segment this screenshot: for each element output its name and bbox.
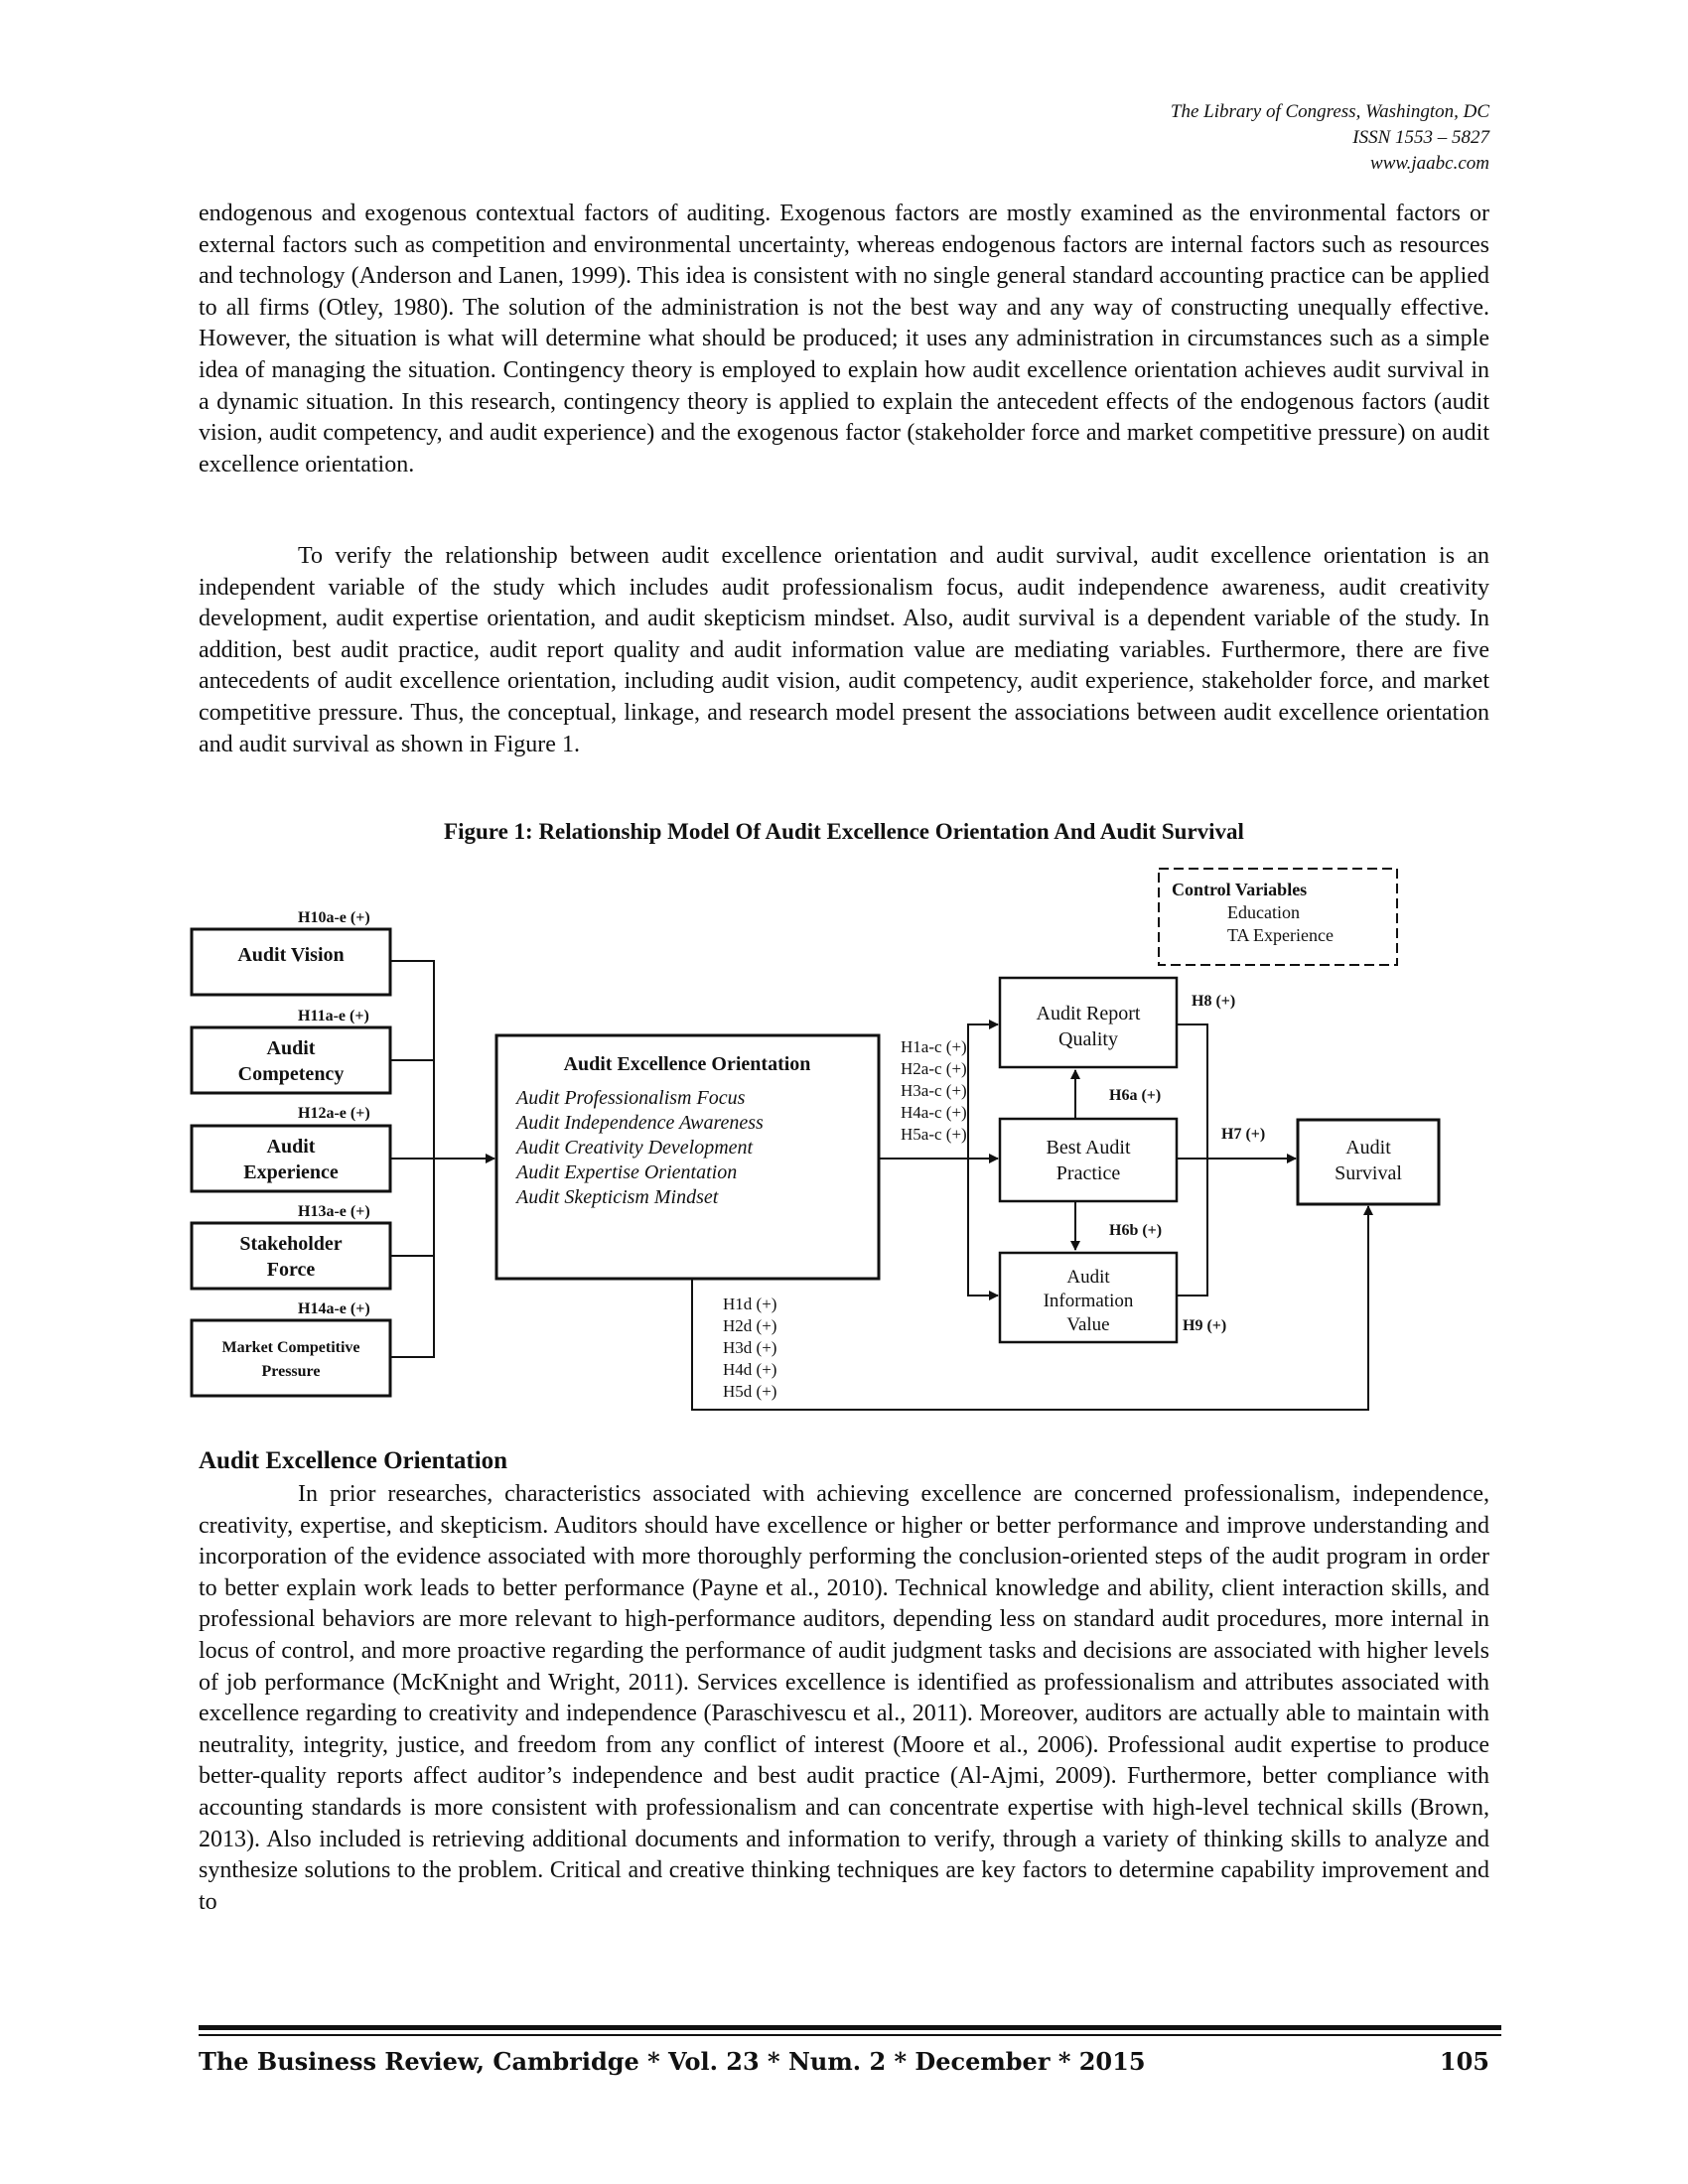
hyp-h12: H12a-e (+): [298, 1105, 370, 1122]
hyp-h5d: H5d (+): [723, 1382, 777, 1401]
stakeholder-force-label-2: Force: [266, 1259, 316, 1281]
hyp-h14: H14a-e (+): [298, 1300, 370, 1317]
aeo-to-survival-direct-arrow: [692, 1206, 1368, 1410]
audit-competency-label-1: Audit: [266, 1037, 316, 1059]
aeo-item-independence: Audit Independence Awareness: [516, 1112, 764, 1134]
aeo-item-creativity: Audit Creativity Development: [516, 1137, 754, 1159]
aeo-to-info-arrow: [968, 1159, 998, 1296]
header-issn: ISSN 1553 – 5827: [1352, 127, 1489, 148]
control-variable-ta-experience: TA Experience: [1227, 925, 1335, 945]
hyp-h4d: H4d (+): [723, 1360, 777, 1379]
audit-competency-label-2: Competency: [237, 1063, 345, 1085]
aeo-title: Audit Excellence Orientation: [563, 1053, 811, 1075]
control-variables-title: Control Variables: [1172, 880, 1308, 899]
footer-rule-thick: [199, 2025, 1501, 2030]
aeo-item-professionalism: Audit Professionalism Focus: [516, 1087, 746, 1109]
hyp-h7: H7 (+): [1221, 1126, 1266, 1143]
info-value-label-3: Value: [1066, 1314, 1110, 1335]
info-to-survival-line: [1177, 1159, 1207, 1296]
hyp-h9: H9 (+): [1183, 1317, 1227, 1334]
footer-journal: The Business Review, Cambridge * Vol. 23 * Num. 2 * December * 2015: [199, 2047, 1146, 2076]
info-value-label-2: Information: [1043, 1291, 1134, 1311]
aeo-to-report-arrow: [968, 1024, 998, 1159]
audit-vision-label: Audit Vision: [237, 944, 345, 966]
hyp-h6a: H6a (+): [1109, 1087, 1162, 1104]
hyp-h8: H8 (+): [1192, 993, 1236, 1010]
audit-experience-label-2: Experience: [243, 1161, 339, 1183]
report-quality-label-1: Audit Report: [1036, 1003, 1141, 1024]
hyp-h4ac: H4a-c (+): [901, 1103, 967, 1122]
market-pressure-label-2: Pressure: [261, 1363, 321, 1380]
hyp-h10: H10a-e (+): [298, 909, 370, 926]
report-to-survival-line: [1177, 1024, 1207, 1159]
paragraph-contingency-theory: endogenous and exogenous contextual factors of auditing. Exogenous factors are mostly examined as the environmental factors or external factors such as competition and environmental uncertainty, whereas endogenous factors are internal factors such as resources and technology (Anderson and Lanen, 1999). This idea is consistent with no single general standard accounting practice can be applied to all firms (Otley, 1980). The solution of the administration is not the best way and any way of constructing unequally effective. However, the situation is what will determine what should be produced; it uses any administration in circumstances such as a simple idea of managing the situation. Contingency theory is employed to explain how audit excellence orientation achieves audit survival in a dynamic situation. In this research, contingency theory is applied to explain the antecedent effects of the endogenous factors (audit vision, audit competency, and audit experience) and the exogenous factor (stakeholder force and market competitive pressure) on audit excellence orientation.: [199, 201, 1489, 478]
footer-rule-thin: [199, 2034, 1501, 2036]
header-library: The Library of Congress, Washington, DC: [1170, 101, 1489, 122]
hyp-h6b: H6b (+): [1109, 1222, 1163, 1239]
hyp-h5ac: H5a-c (+): [901, 1125, 967, 1144]
info-value-label-1: Audit: [1066, 1267, 1110, 1288]
hyp-h13: H13a-e (+): [298, 1203, 370, 1220]
hyp-h2ac: H2a-c (+): [901, 1059, 967, 1078]
control-variable-education: Education: [1227, 902, 1300, 922]
hyp-h2d: H2d (+): [723, 1316, 777, 1335]
header-website: www.jaabc.com: [1370, 153, 1489, 174]
aeo-item-expertise: Audit Expertise Orientation: [516, 1161, 738, 1183]
section-heading: Audit Excellence Orientation: [199, 1447, 508, 1474]
hyp-h1d: H1d (+): [723, 1295, 777, 1313]
figure-title: Figure 1: Relationship Model Of Audit Excellence Orientation And Audit Survival: [444, 819, 1244, 844]
hyp-h3ac: H3a-c (+): [901, 1081, 967, 1100]
audit-survival-label-2: Survival: [1335, 1162, 1402, 1184]
best-practice-label-1: Best Audit: [1046, 1137, 1131, 1159]
audit-survival-label-1: Audit: [1345, 1137, 1391, 1159]
best-practice-label-2: Practice: [1055, 1162, 1121, 1184]
paragraph-research-model: To verify the relationship between audit excellence orientation and audit survival, audit excellence orientation is an independent variable of the study which includes audit professionalism focus, audit independence awareness, audit creativity development, audit expertise orientation, and audit skepticism mindset. Also, audit survival is a dependent variable of the study. In addition, best audit practice, audit report quality and audit information value are mediating variables. Furthermore, there are five antecedents of audit excellence orientation, including audit vision, audit competency, audit experience, stakeholder force, and market competitive pressure. Thus, the conceptual, linkage, and research model present the associations between audit excellence orientation and audit survival as shown in Figure 1.: [199, 543, 1489, 757]
report-quality-label-2: Quality: [1058, 1028, 1118, 1050]
hyp-h1ac: H1a-c (+): [901, 1037, 967, 1056]
hyp-h3d: H3d (+): [723, 1338, 777, 1357]
page-number: 105: [1439, 2047, 1489, 2076]
audit-experience-label-1: Audit: [266, 1136, 316, 1158]
running-footer: [199, 2047, 1489, 2076]
market-competitive-pressure-box: [192, 1320, 390, 1396]
stakeholder-force-label-1: Stakeholder: [239, 1233, 343, 1255]
best-audit-practice-box: [1000, 1119, 1177, 1201]
market-pressure-label-1: Market Competitive: [221, 1339, 360, 1356]
paragraph-audit-excellence: In prior researches, characteristics associated with achieving excellence are concerned professionalism, independence, creativity, expertise, and skepticism. Auditors should have excellence or higher or better performance and improve understanding and incorporation of the evidence associated with more thoroughly performing the conclusion-oriented steps of the audit program in order to better explain work leads to better performance (Payne et al., 2010). Technical knowledge and ability, client interaction skills, and professional behaviors are more relevant to high-performance auditors, depending less on standard audit procedures, more internal in locus of control, and more proactive regarding the performance of audit judgment tasks and decisions are associated with higher levels of job performance (McKnight and Wright, 2011). Services excellence is identified as professionalism and attributes associated with excellence regarding to creativity and independence (Paraschivescu et al., 2011). Moreover, auditors are actually able to maintain with neutrality, integrity, justice, and freedom from any conflict of interest (Moore et al., 2006). Professional audit expertise to produce better-quality reports affect auditor’s independence and best audit practice (Al-Ajmi, 2009). Furthermore, better compliance with accounting standards is more consistent with professionalism and can concentrate expertise with high-level technical skills (Brown, 2013). Also included is retrieving additional documents and information to verify, through a variety of thinking skills to analyze and synthesize solutions to the problem. Critical and creative thinking techniques are key factors to determine capability improvement and to: [199, 1481, 1489, 1915]
aeo-item-skepticism: Audit Skepticism Mindset: [516, 1186, 719, 1208]
hyp-h11: H11a-e (+): [298, 1008, 369, 1024]
